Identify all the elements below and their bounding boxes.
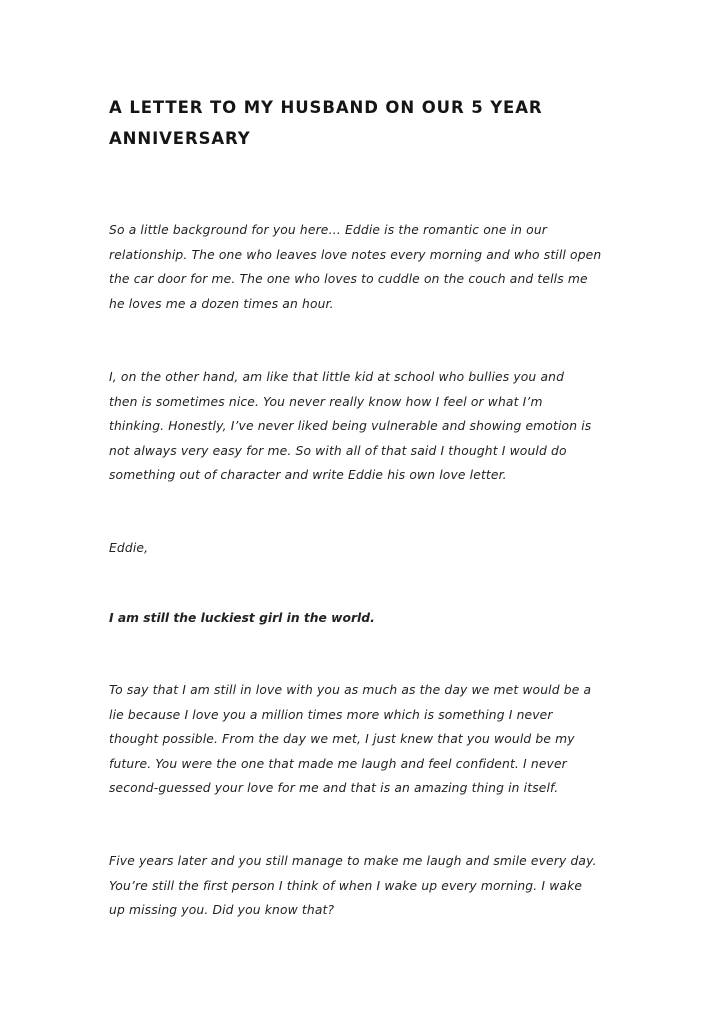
text-line: To say that I am still in love with you as much as the day we met would be a: [109, 683, 592, 697]
text-line: not always very easy for me. So with all of that said I thought I would do: [109, 443, 567, 458]
text-line: the car door for me. The one who loves to cuddle on the couch and tells me: [109, 272, 588, 286]
text-line: So a little background for you here… Eddie is the romantic one in our: [109, 223, 547, 237]
text-line: Five years later and you still manage to make me laugh and smile every day.: [109, 854, 597, 868]
salutation: [109, 536, 148, 561]
text-line: he loves me a dozen times an hour.: [109, 296, 334, 311]
text-line: lie because I love you a million times more which is something I never: [109, 707, 553, 722]
text-line: thinking. Honestly, I’ve never liked being vulnerable and showing emotion is: [109, 419, 592, 433]
paragraph-background: [109, 218, 601, 316]
text-line: thought possible. From the day we met, I just knew that you would be my: [109, 732, 575, 746]
text-line: up missing you. Did you know that?: [109, 903, 335, 917]
title-line: ANNIVERSARY: [109, 129, 251, 148]
text-line: second-guessed your love for me and that is an amazing thing in itself.: [109, 781, 559, 795]
paragraph-other-hand: [109, 365, 591, 488]
title-line: A LETTER TO MY HUSBAND ON OUR 5 YEAR: [109, 98, 543, 117]
text-line: something out of character and write Eddie his own love letter.: [109, 468, 507, 482]
text-line: future. You were the one that made me laugh and feel confident. I never: [109, 756, 567, 771]
text-line: Eddie,: [109, 541, 149, 555]
text-line: relationship. The one who leaves love notes every morning and who still open: [109, 247, 602, 262]
emphasized-statement: [109, 606, 375, 631]
text-line: then is sometimes nice. You never really know how I feel or what I’m: [109, 394, 543, 409]
paragraph-in-love: [109, 678, 591, 801]
text-line: You’re still the first person I think of when I wake up every morning. I wake: [109, 878, 583, 893]
document-title: [109, 92, 543, 154]
text-line: I am still the luckiest girl in the world.: [109, 611, 375, 625]
text-line: I, on the other hand, am like that little kid at school who bullies you and: [109, 370, 565, 384]
paragraph-five-years: [109, 849, 597, 923]
